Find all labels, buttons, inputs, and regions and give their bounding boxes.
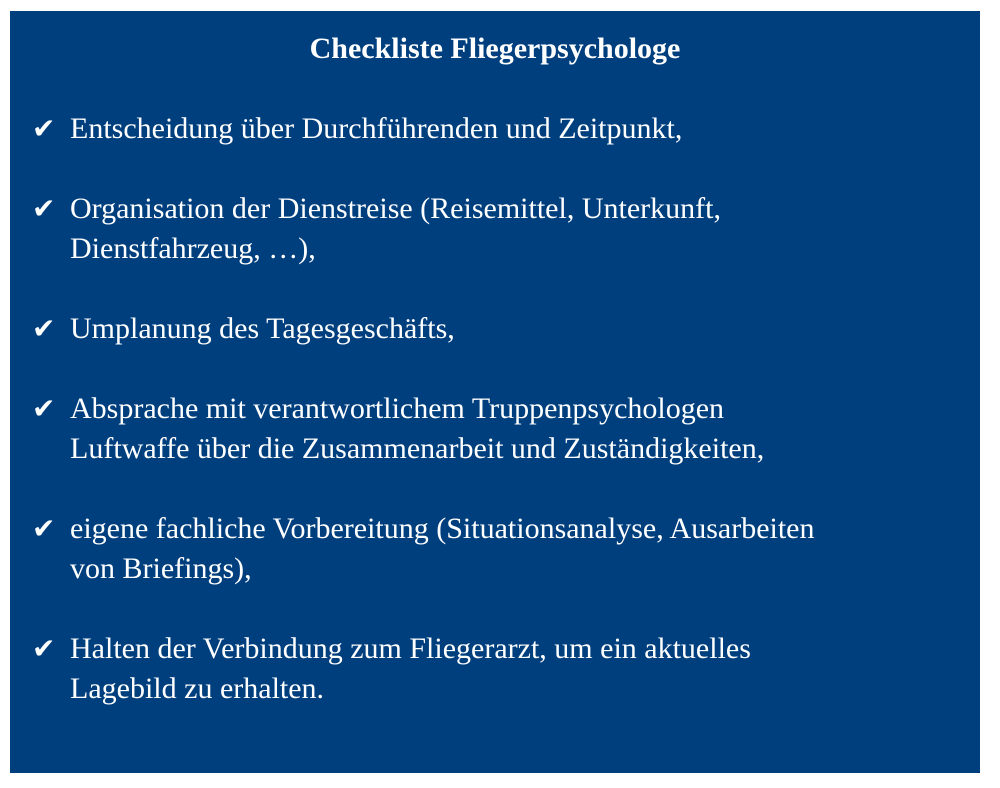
checklist-item bbox=[32, 309, 960, 349]
checkmark-icon: ✔ bbox=[32, 312, 56, 345]
checklist-item-text: Organisation der Dienstreise (Reisemittel, Unterkunft, Dienstfahrzeug, …), bbox=[70, 192, 721, 265]
checklist-item bbox=[32, 509, 960, 589]
checkmark-icon: ✔ bbox=[32, 392, 56, 425]
checklist-item-text: Entscheidung über Durchführenden und Zeitpunkt, bbox=[70, 112, 683, 145]
checklist-item bbox=[32, 109, 960, 149]
checklist bbox=[32, 109, 960, 749]
checkmark-icon: ✔ bbox=[32, 112, 56, 145]
checkmark-icon: ✔ bbox=[32, 512, 56, 545]
checkmark-icon: ✔ bbox=[32, 192, 56, 225]
checklist-item bbox=[32, 189, 960, 269]
checklist-item-text: Halten der Verbindung zum Fliegerarzt, um ein aktuelles Lagebild zu erhalten. bbox=[70, 632, 751, 705]
checklist-item-text: Absprache mit verantwortlichem Truppenpsychologen Luftwaffe über die Zusammenarbeit und Zuständigkeiten, bbox=[70, 392, 765, 465]
checklist-item bbox=[32, 629, 960, 709]
checklist-panel bbox=[10, 11, 980, 773]
checklist-item-text: Umplanung des Tagesgeschäfts, bbox=[70, 312, 455, 345]
checklist-item-text: eigene fachliche Vorbereitung (Situationsanalyse, Ausarbeiten von Briefings), bbox=[70, 512, 815, 585]
checkmark-icon: ✔ bbox=[32, 632, 56, 665]
checklist-title: Checkliste Fliegerpsychologe bbox=[309, 32, 681, 65]
checklist-item bbox=[32, 389, 960, 469]
